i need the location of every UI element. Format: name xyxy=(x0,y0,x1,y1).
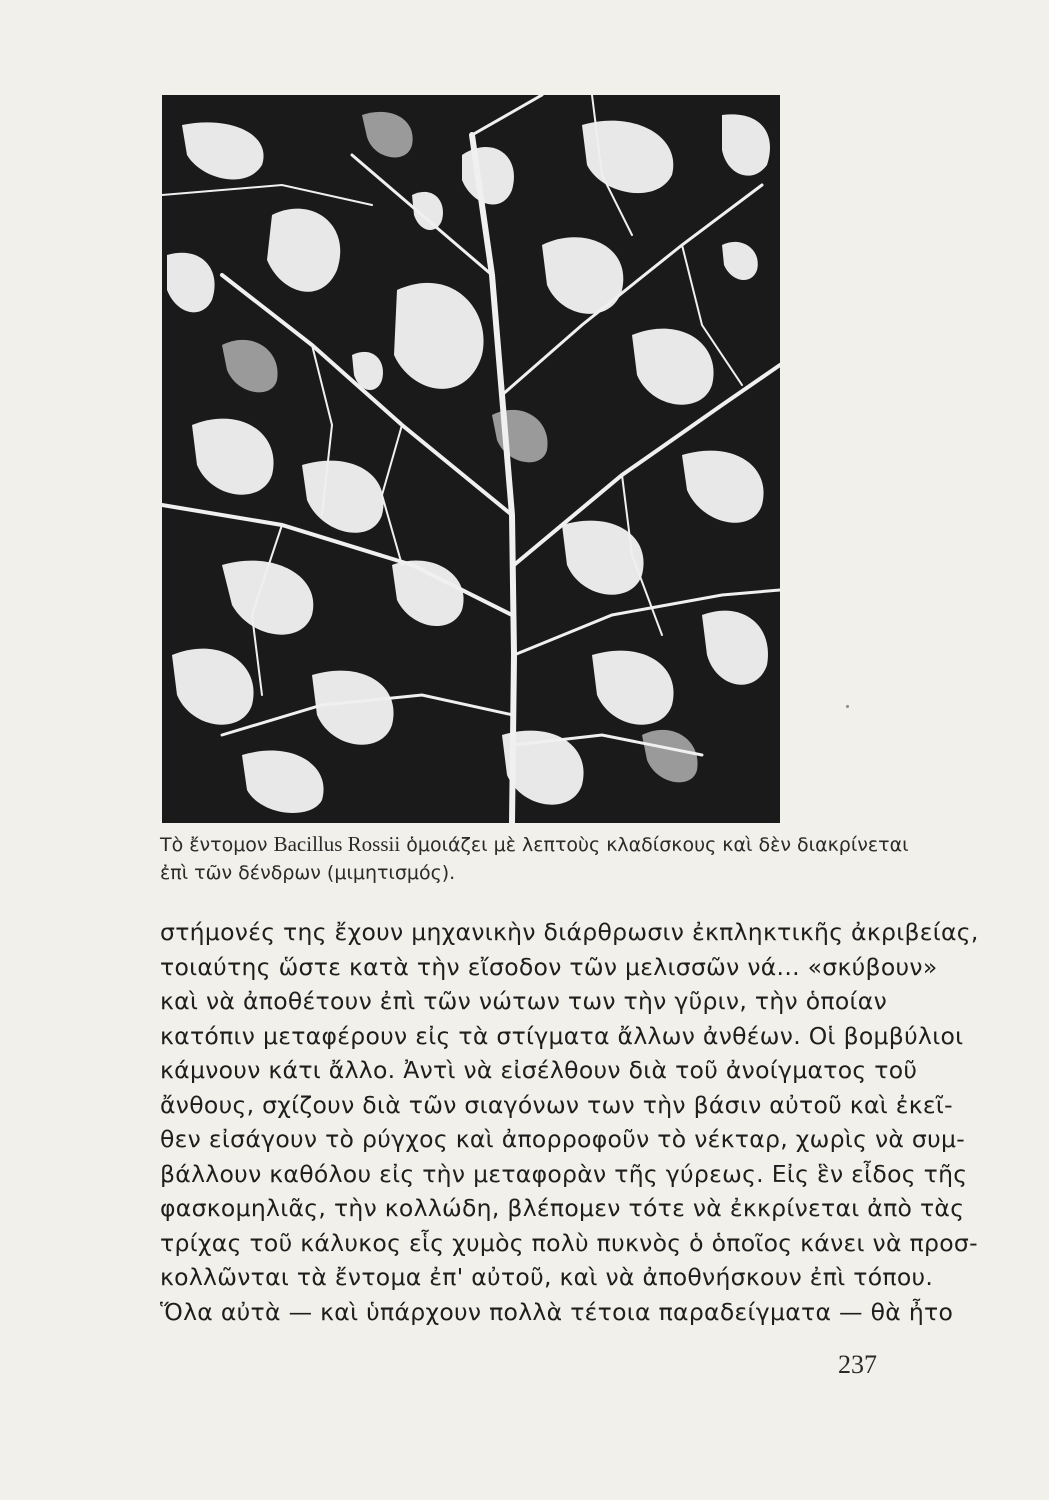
body-line: στήμονές της ἔχουν μηχανικὴν διάρθρωσιν ἐκπληκτικῆς ἀκριβείας, xyxy=(160,918,979,946)
body-line: καὶ νὰ ἀποθέτουν ἐπὶ τῶν νώτων των τὴν γῦριν, τὴν ὁποίαν xyxy=(160,987,888,1015)
caption-line-1 xyxy=(160,830,909,859)
body-line: τοιαύτης ὥστε κατὰ τὴν εἴσοδον τῶν μελισσῶν νά... «σκύβουν» xyxy=(160,952,938,981)
body-line: Ὅλα αὐτὰ — καὶ ὑπάρχουν πολλὰ τέτοια παραδείγματα — θὰ ἦτο xyxy=(160,1297,954,1326)
twig-insect-image xyxy=(162,95,780,823)
insect-photograph xyxy=(162,95,780,823)
body-line: τρίχας τοῦ κάλυκος εἷς χυμὸς πολὺ πυκνὸς ὁ ὁποῖος κάνει νὰ προσ- xyxy=(160,1228,978,1257)
body-paragraph xyxy=(160,915,979,1329)
body-line: κατόπιν μεταφέρουν εἰς τὰ στίγματα ἄλλων ἀνθέων. Οἱ βομβύλιοι xyxy=(160,1021,964,1050)
caption-suffix: ὁμοιάζει μὲ λεπτοὺς κλαδίσκους καὶ δὲν διακρίνεται xyxy=(400,834,909,856)
body-line: ἄνθους, σχίζουν διὰ τῶν σιαγόνων των τὴν βάσιν αὐτοῦ καὶ ἐκεῖ- xyxy=(160,1090,953,1119)
caption-species-name: Bacillus Rossii xyxy=(273,832,401,856)
body-line: κάμνουν κάτι ἄλλο. Ἀντὶ νὰ εἰσέλθουν διὰ τοῦ ἀνοίγματος τοῦ xyxy=(160,1056,918,1084)
body-line: θεν εἰσάγουν τὸ ρύγχος καὶ ἀπορροφοῦν τὸ νέκταρ, χωρὶς νὰ συμ- xyxy=(160,1125,966,1153)
body-line: φασκομηλιᾶς, τὴν κολλώδη, βλέπομεν τότε νὰ ἐκκρίνεται ἀπὸ τὰς xyxy=(160,1194,965,1222)
print-speck xyxy=(846,705,849,708)
figure-caption xyxy=(160,830,909,887)
page-number: 237 xyxy=(838,1350,877,1379)
body-line: κολλῶνται τὰ ἔντομα ἐπ' αὐτοῦ, καὶ νὰ ἀποθνήσκουν ἐπὶ τόπου. xyxy=(160,1263,934,1291)
body-line: βάλλουν καθόλου εἰς τὴν μεταφορὰν τῆς γύρεως. Εἰς ἓν εἶδος τῆς xyxy=(160,1159,968,1188)
caption-line-2: ἐπὶ τῶν δένδρων (μιμητισμός). xyxy=(160,862,456,884)
caption-prefix: Τὸ ἔντομον xyxy=(160,834,274,856)
